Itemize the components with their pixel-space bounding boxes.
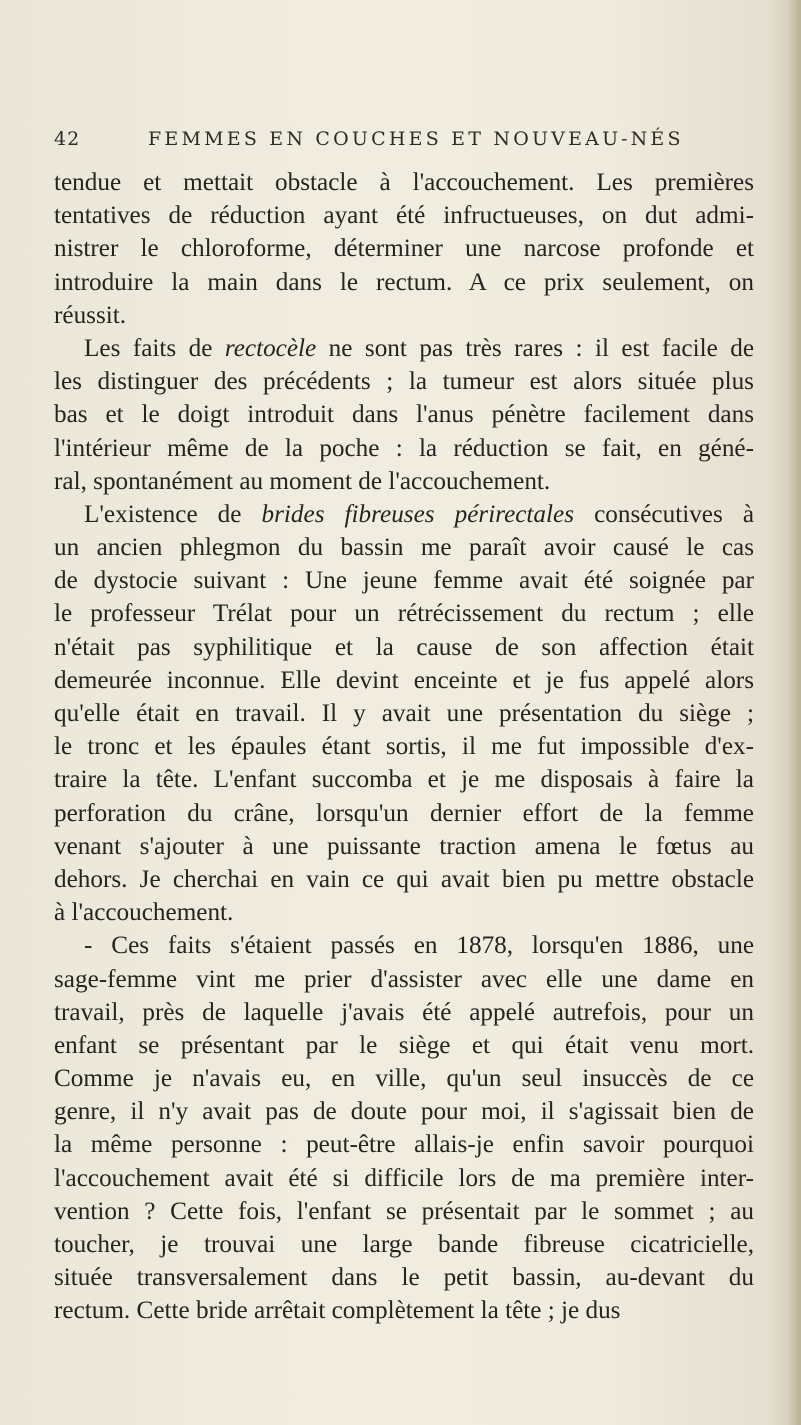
- text-line: nistrer le chloroforme, déterminer une narcose profonde et: [54, 235, 754, 263]
- text-segment: consécutives à: [574, 500, 755, 528]
- text-line: Comme je n'avais eu, en ville, qu'un seul insuccès de ce: [54, 1065, 754, 1093]
- page-number: 42: [54, 128, 81, 150]
- page-header: [54, 128, 754, 158]
- text-line: la même personne : peut-être allais-je enfin savoir pourquoi: [54, 1131, 754, 1159]
- text-line: qu'elle était en travail. Il y avait une présentation du siège ;: [54, 700, 754, 727]
- page-edge-shadow: [787, 0, 801, 1425]
- text-line: travail, près de laquelle j'avais été appelé autrefois, pour un: [54, 998, 754, 1026]
- text-line: un ancien phlegmon du bassin me paraît avoir causé le cas: [54, 534, 754, 562]
- text-line: [54, 332, 754, 365]
- text-line: bas et le doigt introduit dans l'anus pénètre facilement dans: [54, 401, 754, 429]
- text-line: l'accouchement avait été si difficile lors de ma première inter-: [54, 1164, 754, 1192]
- text-line: introduire la main dans le rectum. A ce prix seulement, on: [54, 268, 754, 296]
- text-line: de dystocie suivant : Une jeune femme avait été soignée par: [54, 567, 754, 595]
- text-segment: ne sont pas très rares : il est facile de: [316, 334, 754, 362]
- text-line: le tronc et les épaules étant sortis, il me fut impossible d'ex-: [54, 733, 754, 761]
- text-line: n'était pas syphilitique et la cause de son affection était: [54, 633, 754, 661]
- text-line: [54, 498, 754, 531]
- italic-term: rectocèle: [224, 334, 317, 362]
- text-line: rectum. Cette bride arrêtait complètement la tête ; je dus: [54, 1297, 621, 1325]
- italic-term: brides fibreuses périrectales: [261, 500, 575, 528]
- text-segment: Les faits de: [84, 334, 225, 362]
- text-line: située transversalement dans le petit bassin, au-devant du: [54, 1264, 754, 1292]
- text-line: dehors. Je cherchai en vain ce qui avait bien pu mettre obstacle: [54, 865, 754, 893]
- text-line: l'intérieur même de la poche : la réduction se fait, en géné-: [54, 434, 754, 462]
- text-line: sage-femme vint me prier d'assister avec elle une dame en: [54, 965, 754, 993]
- text-line: toucher, je trouvai une large bande fibreuse cicatricielle,: [54, 1231, 754, 1258]
- text-line: venant s'ajouter à une puissante traction amena le fœtus au: [54, 832, 754, 860]
- text-line: vention ? Cette fois, l'enfant se présentait par le sommet ; au: [54, 1197, 754, 1225]
- text-line: enfant se présentant par le siège et qui était venu mort.: [54, 1031, 754, 1059]
- text-line: à l'accouchement.: [54, 899, 234, 927]
- text-line: les distinguer des précédents ; la tumeur est alors située plus: [54, 368, 754, 396]
- text-line: le professeur Trélat pour un rétrécissement du rectum ; elle: [54, 600, 754, 628]
- text-line: genre, il n'y avait pas de doute pour moi, il s'agissait bien de: [54, 1098, 754, 1126]
- body-text: [54, 166, 754, 1328]
- text-line: tendue et mettait obstacle à l'accouchement. Les premières: [54, 169, 754, 196]
- text-line: traire la tête. L'enfant succomba et je me disposais à faire la: [54, 766, 754, 794]
- running-title: FEMMES EN COUCHES ET NOUVEAU-NÉS: [148, 128, 684, 150]
- text-line: demeurée inconnue. Elle devint enceinte et je fus appelé alors: [54, 666, 754, 694]
- text-segment: L'existence de: [84, 500, 262, 528]
- text-line: perforation du crâne, lorsqu'un dernier effort de la femme: [54, 799, 754, 827]
- text-line: - Ces faits s'étaient passés en 1878, lorsqu'en 1886, une: [84, 932, 754, 960]
- text-line: ral, spontanément au moment de l'accouchement.: [54, 467, 551, 495]
- text-line: réussit.: [54, 301, 127, 329]
- text-line: tentatives de réduction ayant été infructueuses, on dut admi-: [54, 202, 754, 230]
